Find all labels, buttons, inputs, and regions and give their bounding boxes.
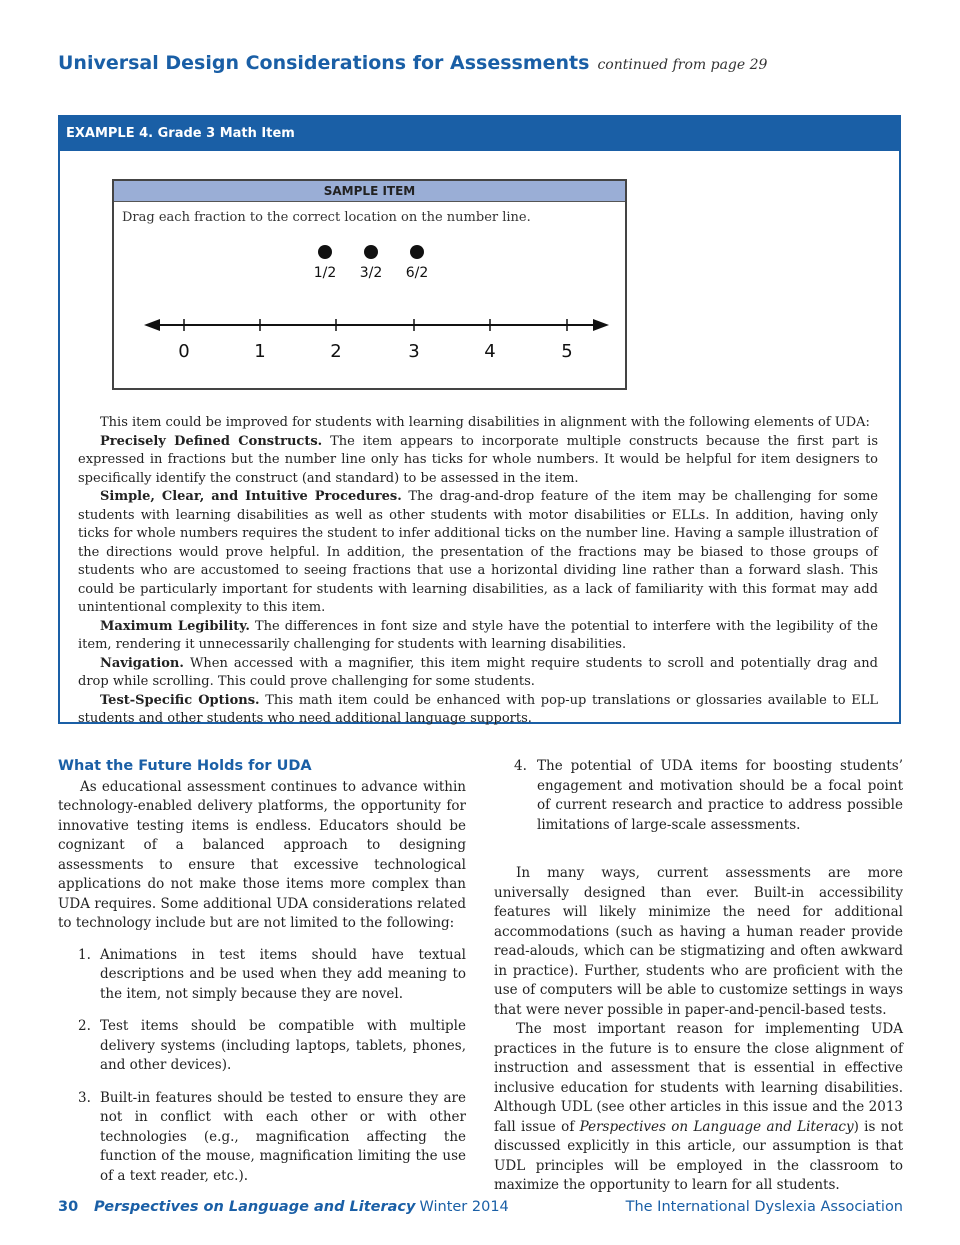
journal-title-inline: Perspectives on Language and Literacy [579,1118,854,1135]
list-item-text: Built-in features should be tested to ensure they are not in conflict with each other or with other technologies (e.g., magnification affecting the function of the mouse, magnification limiting the use of a text reader, etc.). [100,1089,466,1184]
element-text: The drag-and-drop feature of the item may be challenging for some students with learning disabilities as well as other students with motor disabilities or ELLs. In addition, having only ticks for whole numbers requires the student to infer additional ticks on the number line. Having a sample illustration of the directions would prove helpful. In addition, the presentation of the fractions may be biased to those groups of students who are accustomed to seeing fractions that use a horizontal dividing line rather than a forward slash. This could be particularly important for students with learning disabilities, as a lack of familiarity with this format may add unintentional complexity to this item. [78,489,878,615]
tick-label-4: 4 [484,341,496,362]
para3-part-a: The most important reason for implementing UDA practices in the future is to ensure the close alignment of instruction and assessment that is essential in effective inclusive education for students with learning disabilities. Although UDL (see other articles in this issue and the 2013 fall issue of [494,1021,903,1135]
left-column [58,757,466,1199]
element-text: The item appears to incorporate multiple constructs because the first part is expressed in fractions but the number line only has ticks for whole numbers. It would be helpful for item designers to specifically identify the construct (and standard) to be assessed in the item. [78,433,878,486]
paragraph-universally-designed: In many ways, current assessments are more universally designed than ever. Built-in accessibility features will likely minimize the need for additional accommodations (such as having a human reader provide read-alouds, which can be stigmatizing and often awkward in practice). Further, students who are proficient with the use of computers will be able to customize settings in ways that were never possible in paper-and-pencil-based tests. [494,865,903,1018]
footer-organization: The International Dyslexia Association [625,1199,903,1215]
element-text: The differences in font size and style have the potential to interfere with the legibility of the item, rendering it unnecessarily challenging for students with learning disabilities. [78,618,878,652]
element-term: Test-Specific Options. [100,692,260,708]
page-number: 30 [58,1199,79,1215]
fraction-label-1[interactable]: 1/2 [313,265,337,281]
element-text: This math item could be enhanced with pop-up translations or glossaries available to ELL students and other students who need additional language supports. [78,692,878,726]
list-item-text: The potential of UDA items for boosting students’ engagement and motivation should be a focal point of current research and practice to address possible limitations of large-scale assessments. [537,758,903,833]
fraction-dot-3[interactable] [410,245,424,259]
example-heading: EXAMPLE 4. Grade 3 Math Item [60,117,899,151]
list-number: 4. [514,758,527,774]
para3-part-b: ) is not discussed explicitly in this article, our assumption is that UDL principles will be employed in the classroom to maximize the opportunity to learn for all students. [494,1118,904,1193]
tick-label-2: 2 [330,341,342,362]
sample-item-heading: SAMPLE ITEM [114,181,625,202]
future-paragraph: As educational assessment continues to advance within technology-enabled delivery platforms, the opportunity for innovative testing items is endless. Educators should be cognizant of a balanced approach to designing assessments to ensure that excessive technological applications do not make those items more complex than UDA requires. Some additional UDA considerations related to technology include but are not limited to the following: [58,778,466,931]
footer-journal [94,1199,509,1215]
list-item-text: Animations in test items should have textual descriptions and be used when they add meaning to the item, not simply because they are novel. [100,946,466,1002]
technology-considerations-list [58,946,466,1187]
list-item [58,1017,466,1076]
list-item [494,757,903,835]
tick-label-1: 1 [254,341,266,362]
fraction-label-3[interactable]: 6/2 [405,265,429,281]
tick-label-3: 3 [408,341,420,362]
list-item [58,946,466,1005]
element-paragraph [78,488,878,618]
journal-season: Winter 2014 [419,1199,509,1215]
sample-instruction: Drag each fraction to the correct location on the number line. [122,210,531,225]
element-term: Simple, Clear, and Intuitive Procedures. [100,489,402,504]
list-number: 2. [78,1018,91,1034]
list-item [58,1089,466,1187]
element-paragraph [78,692,878,729]
list-number: 1. [78,946,91,963]
list-item-text: Test items should be compatible with multiple delivery systems (including laptops, tablets, phones, and other devices). [100,1018,466,1073]
tick-label-5: 5 [561,341,573,362]
element-text: When accessed with a magnifier, this item might require students to scroll and potentially drag and drop while scrolling. This could prove challenging for some students. [78,655,879,689]
example-intro: This item could be improved for students with learning disabilities in alignment with the following elements of UDA: [100,415,870,430]
page-footer [58,1199,903,1219]
fraction-dot-1[interactable] [318,245,332,259]
sample-item [112,179,627,390]
section-heading: What the Future Holds for UDA [58,758,312,774]
fraction-dot-2[interactable] [364,245,378,259]
element-term: Maximum Legibility. [100,618,250,634]
right-arrow-icon [593,319,609,331]
page-header [58,52,767,74]
header-title: Universal Design Considerations for Assessments [58,52,590,74]
technology-considerations-list-continued [494,757,903,835]
header-continued: continued from page 29 [597,57,768,73]
journal-title: Perspectives on Language and Literacy [94,1199,416,1215]
paragraph-most-important-reason [494,1020,903,1196]
element-term: Precisely Defined Constructs. [100,433,323,449]
fraction-label-2[interactable]: 3/2 [359,265,383,281]
number-line-figure [114,181,625,388]
left-arrow-icon [144,319,160,331]
tick-label-0: 0 [178,341,190,362]
element-paragraph [78,655,878,692]
example-explanation [78,414,878,729]
element-term: Navigation. [100,655,184,671]
list-number: 3. [78,1089,91,1106]
element-paragraph [78,433,878,489]
right-column [494,757,903,1196]
element-paragraph [78,618,878,655]
